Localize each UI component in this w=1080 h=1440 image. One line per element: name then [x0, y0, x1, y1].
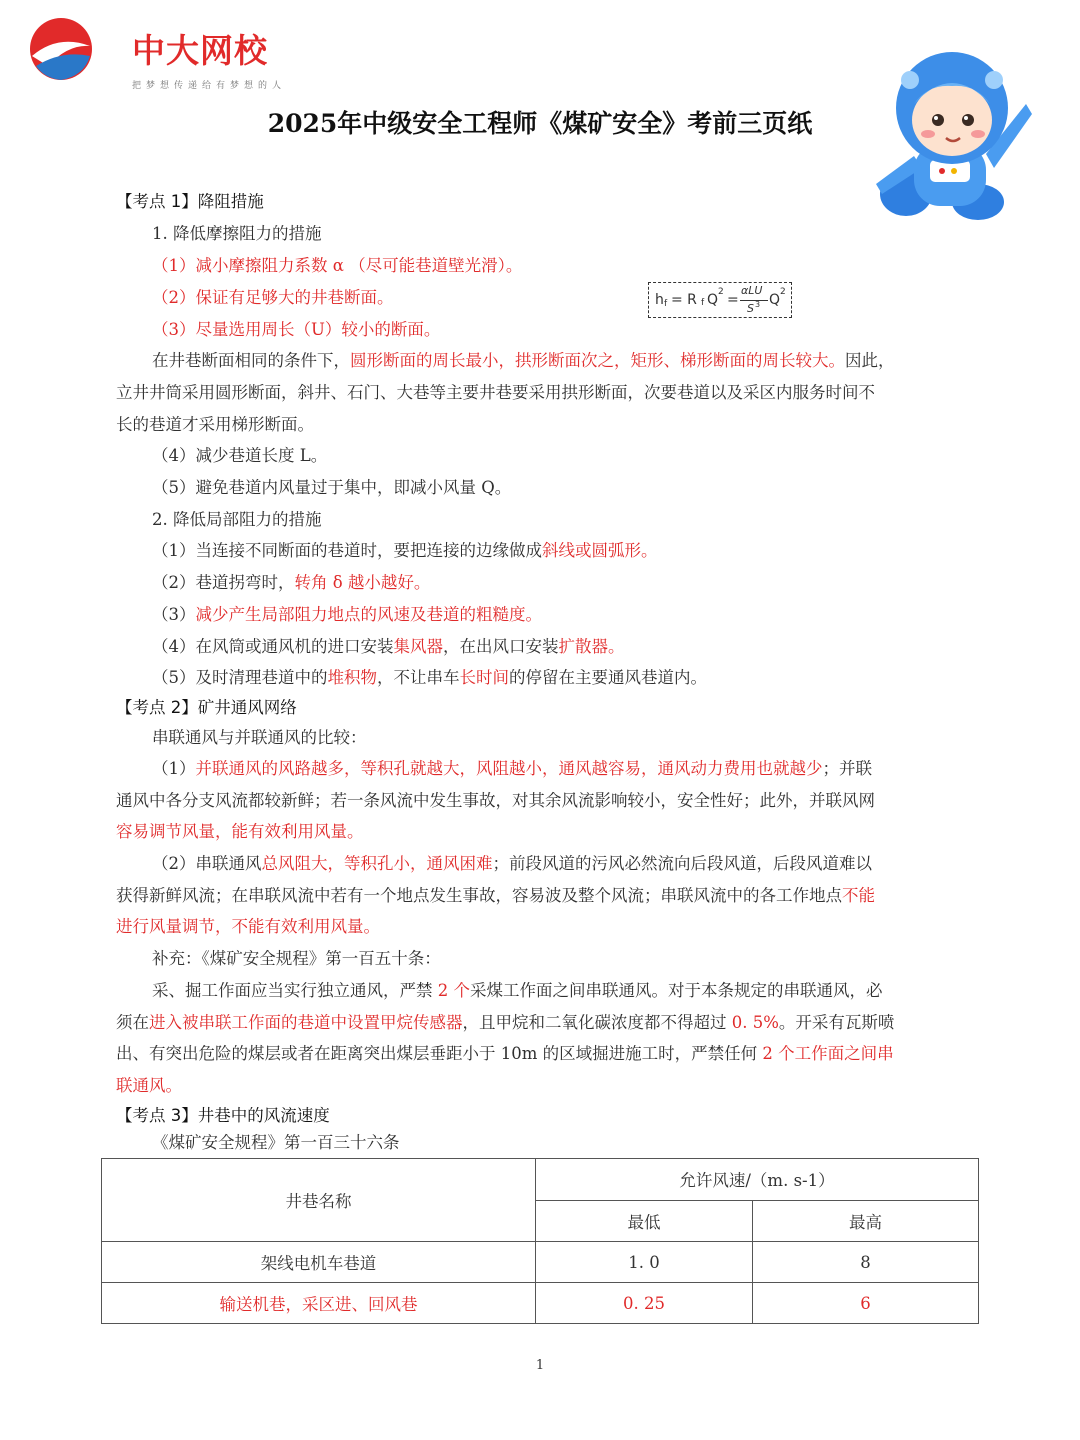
table-cell-min: 0. 25 [536, 1283, 753, 1324]
formula-rf-sub: f [701, 298, 705, 308]
text-line [152, 853, 872, 875]
text-segment: 采、掘工作面应当实行独立通风，严禁 [152, 981, 438, 1000]
text-line [116, 1012, 894, 1034]
text-segment: 须在 [116, 1013, 149, 1032]
text-line [152, 572, 430, 594]
formula-lhs: h [655, 292, 664, 308]
text-line [152, 223, 322, 245]
text-line [152, 509, 322, 531]
text-segment: （4）在风筒或通风机的进口安装 [152, 637, 394, 656]
text-segment: 补充：《煤矿安全规程》第一百五十条： [152, 949, 441, 968]
page-number: 1 [535, 1358, 545, 1373]
text-segment: 【考点 1】降阻措施 [116, 192, 264, 211]
formula-q1: Q [707, 292, 719, 308]
page-title: 2025年中级安全工程师《煤矿安全》考前三页纸 [267, 109, 813, 138]
highlight-text: 联通风。 [116, 1076, 182, 1095]
section-heading [116, 1105, 330, 1127]
formula-box: h f = R f Q 2 = αLU S 3 Q 2 [648, 282, 792, 318]
formula-frac-den: S [747, 302, 754, 315]
text-line [116, 414, 314, 436]
highlight-text: 扩散器。 [558, 637, 625, 656]
text-segment: 获得新鲜风流；在串联风流中若有一个地点发生事故，容易波及整个风流；串联风流中的各工作地点 [116, 886, 842, 905]
table-row [102, 1242, 979, 1283]
highlight-text: 并联通风的风路越多，等积孔就越大，风阻越小，通风越容易，通风动力费用也就越少 [195, 759, 823, 778]
highlight-text: 2 个 [437, 981, 470, 1000]
text-line [116, 916, 380, 938]
table-cell-max: 6 [753, 1283, 979, 1324]
table-header-max: 最高 [753, 1200, 979, 1242]
formula-frac-line [740, 300, 768, 301]
brand-logo [28, 16, 287, 91]
text-line [116, 1075, 182, 1097]
highlight-text: （3）尽量选用周长（U）较小的断面。 [152, 320, 441, 339]
highlight-text: 进行风量调节，不能有效利用风量。 [116, 917, 380, 936]
table-cell-min: 1. 0 [536, 1242, 753, 1283]
text-line [116, 382, 875, 404]
highlight-text: 总风阻大，等积孔小，通风困难 [261, 854, 493, 873]
text-segment: 的停留在主要通风巷道内。 [509, 668, 707, 687]
highlight-text: 集风器 [393, 637, 443, 656]
highlight-text: （1）减小摩擦阻力系数 α （尽可能巷道壁光滑）。 [152, 256, 523, 275]
text-segment: 【考点 3】井巷中的风流速度 [116, 1106, 330, 1125]
text-line [152, 636, 625, 658]
highlight-text: 2 个工作面之间串 [762, 1044, 894, 1063]
formula-q1-pow: 2 [718, 287, 724, 297]
text-line [152, 255, 522, 277]
text-segment: ；并联 [822, 759, 872, 778]
text-segment: 立井井筒采用圆形断面，斜井、石门、大巷等主要井巷要采用拱形断面，次要巷道以及采区内服务时间不 [116, 383, 875, 402]
text-line [152, 727, 367, 749]
formula-lhs-sub: f [664, 299, 668, 309]
highlight-text: 长时间 [459, 668, 509, 687]
table-cell-name: 架线电机车巷道 [102, 1242, 536, 1283]
logo-globe-icon [28, 16, 94, 82]
text-segment: （4）减少巷道长度 L。 [152, 446, 328, 465]
text-segment: （2）巷道拐弯时， [152, 573, 295, 592]
table-header-min: 最低 [536, 1200, 753, 1242]
highlight-text: 0. 5% [731, 1013, 779, 1032]
text-line [116, 885, 875, 907]
table-row [102, 1283, 979, 1324]
text-segment: （2）串联通风 [152, 854, 262, 873]
text-segment: （1）当连接不同断面的巷道时，要把连接的边缘做成 [152, 541, 542, 560]
text-segment: 串联通风与并联通风的比较： [152, 728, 367, 747]
text-line [152, 287, 394, 309]
highlight-text: 进入被串联工作面的巷道中设置甲烷传感器 [149, 1013, 463, 1032]
text-segment: （1） [152, 759, 196, 778]
text-segment: 长的巷道才采用梯形断面。 [116, 415, 314, 434]
text-segment: （3） [152, 605, 196, 624]
table-cell-max: 8 [753, 1242, 979, 1283]
highlight-text: 不能 [842, 886, 875, 905]
text-line [152, 758, 872, 780]
logo-slogan: 把梦想传递给有梦想的人 [132, 81, 287, 91]
formula-frac-num: αLU [741, 284, 763, 297]
section-heading [116, 191, 264, 213]
text-line [152, 350, 895, 372]
highlight-text: 斜线或圆弧形。 [542, 541, 658, 560]
section-heading [116, 697, 297, 719]
table-header-name: 井巷名称 [102, 1159, 536, 1242]
formula-eq1: = R [671, 292, 697, 308]
text-segment: ，且甲烷和二氧化碳浓度都不得超过 [462, 1013, 732, 1032]
text-line [152, 948, 441, 970]
text-line [152, 980, 883, 1002]
text-segment: ；前段风道的污风必然流向后段风道，后段风道难以 [492, 854, 872, 873]
text-line [152, 319, 440, 341]
text-segment: ，不让串车 [377, 668, 460, 687]
highlight-text: （2）保证有足够大的井巷断面。 [152, 288, 394, 307]
text-segment: 在井巷断面相同的条件下， [152, 351, 350, 370]
formula-den-pow: 3 [755, 300, 761, 309]
text-line [116, 1043, 894, 1065]
text-line [152, 445, 327, 467]
text-segment: 通风中各分支风流都较新鲜；若一条风流中发生事故，对其余风流影响较小，安全性好；此外，并联风网 [116, 791, 875, 810]
logo-name: 中大网校 [132, 31, 268, 70]
text-segment: 出、有突出危险的煤层或者在距离突出煤层垂距小于 10m 的区域掘进施工时，严禁任何 [116, 1044, 763, 1063]
text-segment: 因此， [845, 351, 895, 370]
formula-q2-pow: 2 [780, 287, 786, 297]
text-line [116, 821, 364, 843]
text-line [152, 540, 658, 562]
text-segment: 1. 降低摩擦阻力的措施 [152, 224, 322, 243]
highlight-text: 减少产生局部阻力地点的风速及巷道的粗糙度。 [195, 605, 542, 624]
text-segment: 。开采有瓦斯喷 [778, 1013, 895, 1032]
formula-q2: Q [769, 292, 781, 308]
highlight-text: 容易调节风量，能有效利用风量。 [116, 822, 364, 841]
text-segment: （5）避免巷道内风量过于集中，即减小风量 Q。 [152, 478, 512, 497]
table-cell-name: 输送机巷，采区进、回风巷 [102, 1283, 536, 1324]
highlight-text: 转角 δ 越小越好。 [294, 573, 431, 592]
text-segment: 《煤矿安全规程》第一百三十六条 [152, 1133, 400, 1152]
highlight-text: 圆形断面的周长最小，拱形断面次之，矩形、梯形断面的周长较大。 [350, 351, 845, 370]
text-segment: ，在出风口安装 [443, 637, 559, 656]
table-header-speed: 允许风速/（m. s-1） [536, 1159, 979, 1201]
text-segment: （5）及时清理巷道中的 [152, 668, 328, 687]
text-segment: 【考点 2】矿井通风网络 [116, 698, 297, 717]
text-segment: 2. 降低局部阻力的措施 [152, 510, 322, 529]
text-line [152, 1132, 400, 1154]
text-segment: 采煤工作面之间串联通风。对于本条规定的串联通风，必 [470, 981, 883, 1000]
text-line [116, 790, 875, 812]
text-line [152, 667, 707, 689]
text-line [152, 604, 542, 626]
wind-speed-table [101, 1158, 979, 1324]
text-line [152, 477, 511, 499]
highlight-text: 堆积物 [327, 668, 377, 687]
